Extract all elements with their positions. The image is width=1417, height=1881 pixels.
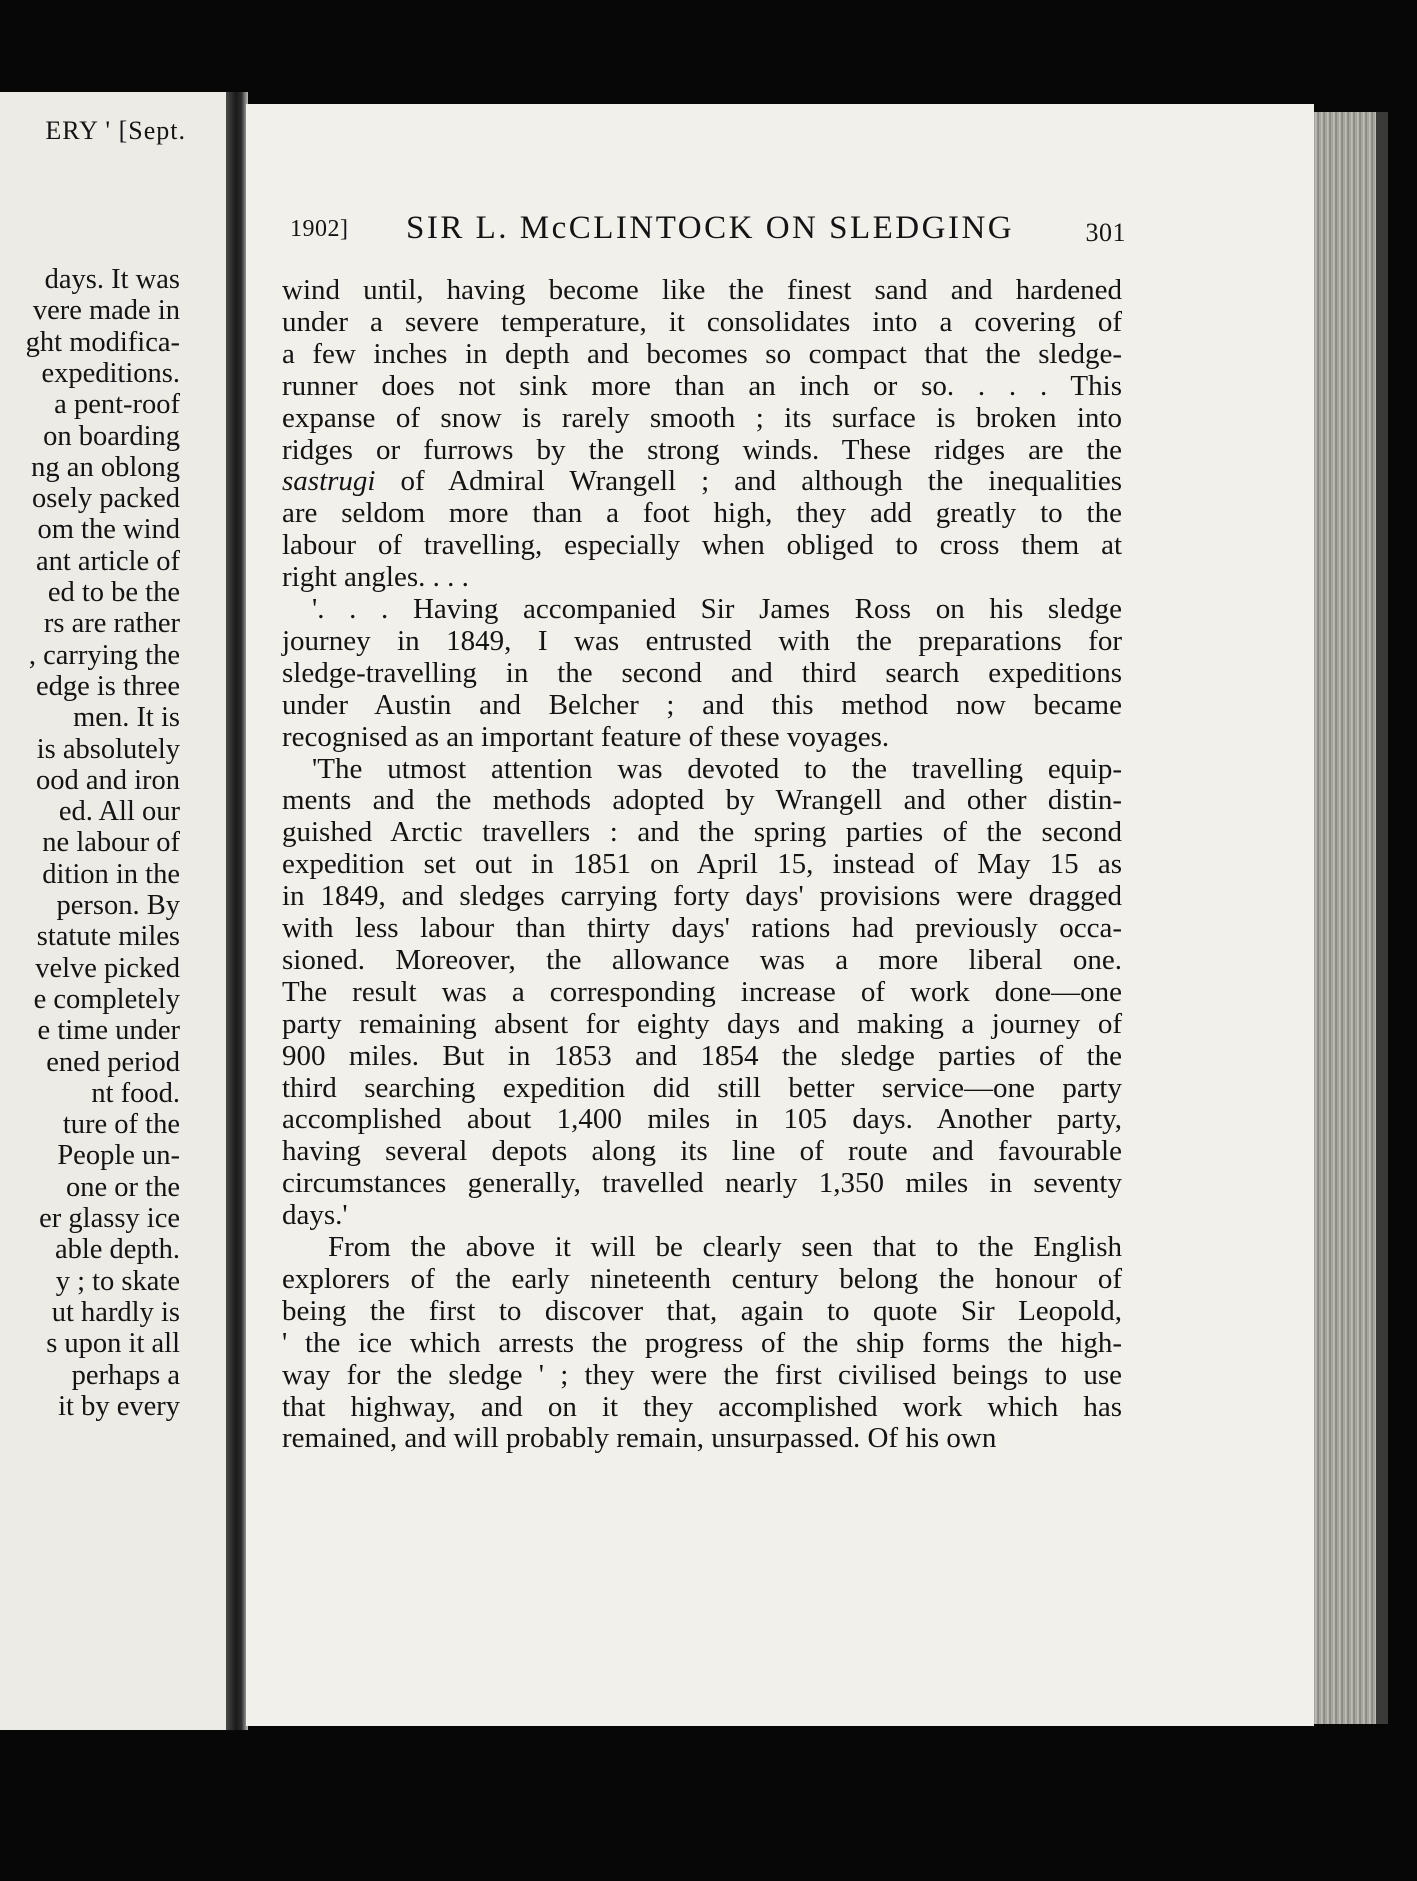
text-line: explorers of the early nineteenth century belong the honour of (282, 1262, 1122, 1295)
previous-page-line: ng an oblong (31, 451, 180, 483)
previous-page-line: is absolutely (36, 733, 180, 765)
previous-page-line: expeditions. (41, 357, 180, 389)
previous-page-line: perhaps a (71, 1359, 180, 1391)
previous-page-line: velve picked (35, 952, 180, 984)
previous-page-line: ture of the (62, 1109, 180, 1141)
previous-page-line: edge is three (35, 670, 180, 702)
text-line: journey in 1849, I was entrusted with the preparations for (282, 624, 1122, 657)
text-line: a few inches in depth and becomes so compact that the sledge- (282, 337, 1122, 370)
book-gutter (226, 92, 248, 1730)
previous-page-line: able depth. (54, 1234, 180, 1266)
text-line: party remaining absent for eighty days and making a journey of (282, 1007, 1122, 1040)
previous-page-line: y ; to skate (55, 1265, 180, 1297)
text-line: The result was a corresponding increase of work done—one (282, 975, 1122, 1008)
text-line: labour of travelling, especially when obliged to cross them at (282, 529, 1122, 562)
previous-page-line: e time under (37, 1015, 180, 1047)
text-line: expanse of snow is rarely smooth ; its surface is broken into (282, 401, 1122, 434)
text-line: 900 miles. But in 1853 and 1854 the sledge parties of the (282, 1039, 1122, 1072)
previous-page-line: men. It is (73, 702, 180, 734)
page-number: 301 (1085, 218, 1126, 247)
text-line: right angles. . . . (282, 561, 469, 594)
previous-page-line: ed to be the (47, 577, 180, 608)
previous-page-line: on boarding (43, 420, 180, 452)
text-line: in 1849, and sledges carrying forty days' provisions were dragged (282, 880, 1122, 913)
text-line: circumstances generally, travelled nearly 1,350 miles in seventy (282, 1167, 1122, 1200)
previous-page-line: People un- (57, 1140, 180, 1172)
text-line: under Austin and Belcher ; and this method now became (282, 688, 1122, 721)
text-line: guished Arctic travellers : and the spring parties of the second (282, 816, 1122, 849)
text-line: recognised as an important feature of these voyages. (282, 720, 890, 753)
text-line: remained, and will probably remain, unsurpassed. Of his own (282, 1422, 997, 1455)
text-line: being the first to discover that, again to quote Sir Leopold, (282, 1294, 1122, 1327)
previous-page-line: ght modifica- (25, 326, 180, 358)
text-line: 'The utmost attention was devoted to the travelling equip- (312, 752, 1122, 785)
header-year: 1902] (290, 216, 349, 242)
text-line: are seldom more than a foot high, they add greatly to the (282, 497, 1122, 530)
previous-page-line: er glassy ice (39, 1203, 180, 1234)
previous-page-line: statute miles (36, 921, 180, 953)
previous-page-line: osely packed (32, 483, 180, 515)
previous-page-line: a pent-roof (54, 389, 180, 421)
text-line: From the above it will be clearly seen that to the English (328, 1231, 1122, 1263)
previous-page-line: vere made in (32, 295, 180, 327)
previous-page-line: dition in the (42, 858, 180, 890)
previous-page-line: ant article of (35, 545, 180, 577)
running-title: SIR L. McCLINTOCK ON SLEDGING (406, 210, 1015, 246)
text-line: sastrugi of Admiral Wrangell ; and although the inequalities (282, 465, 1122, 498)
previous-page-line: om the wind (37, 514, 180, 546)
text-line: ments and the methods adopted by Wrangell and other distin- (282, 784, 1122, 817)
previous-page-line: person. By (56, 890, 180, 921)
text-line: way for the sledge ' ; they were the first civilised beings to use (282, 1358, 1122, 1391)
text-line: wind until, having become like the finest sand and hardened (282, 274, 1122, 306)
previous-page-line: s upon it all (46, 1328, 180, 1360)
previous-page-line: ne labour of (42, 827, 180, 859)
text-line: under a severe temperature, it consolidates into a covering of (282, 305, 1122, 338)
running-header (290, 210, 1126, 250)
text-line: having several depots along its line of route and favourable (282, 1135, 1122, 1168)
previous-page-line: ut hardly is (51, 1296, 180, 1328)
book-edge-shadow (1376, 112, 1388, 1724)
text-line: that highway, and on it they accomplished work which has (282, 1390, 1122, 1423)
text-line: '. . . Having accompanied Sir James Ross on his sledge (312, 593, 1122, 625)
previous-page-line: days. It was (44, 264, 180, 295)
previous-page-running-header: ERY ' [Sept. (45, 116, 186, 145)
text-line: runner does not sink more than an inch or so. . . . This (282, 369, 1122, 402)
previous-page-line: e completely (33, 983, 180, 1015)
text-line: sioned. Moreover, the allowance was a more liberal one. (282, 943, 1122, 976)
previous-page-line: nt food. (91, 1077, 180, 1109)
previous-page-line: rs are rather (43, 608, 180, 640)
text-line: with less labour than thirty days' rations had previously occa- (282, 912, 1122, 944)
text-line: expedition set out in 1851 on April 15, instead of May 15 as (282, 848, 1122, 881)
previous-page-line: , carrying the (28, 639, 180, 671)
previous-page-line: ood and iron (35, 764, 180, 796)
text-line: accomplished about 1,400 miles in 105 days. Another party, (282, 1103, 1122, 1136)
italic-term: sastrugi (282, 465, 376, 498)
text-line: days.' (282, 1199, 348, 1232)
text-line: ridges or furrows by the strong winds. These ridges are the (282, 433, 1122, 466)
previous-page-line: it by every (58, 1390, 180, 1422)
previous-page-line: one or the (66, 1171, 180, 1203)
previous-page-line: ed. All our (58, 796, 180, 828)
text-line: third searching expedition did still better service—one party (282, 1071, 1122, 1104)
previous-page-line: ened period (46, 1046, 180, 1078)
text-line: sledge-travelling in the second and third search expeditions (282, 656, 1122, 689)
text-line: ' the ice which arrests the progress of the ship forms the high- (282, 1326, 1122, 1359)
